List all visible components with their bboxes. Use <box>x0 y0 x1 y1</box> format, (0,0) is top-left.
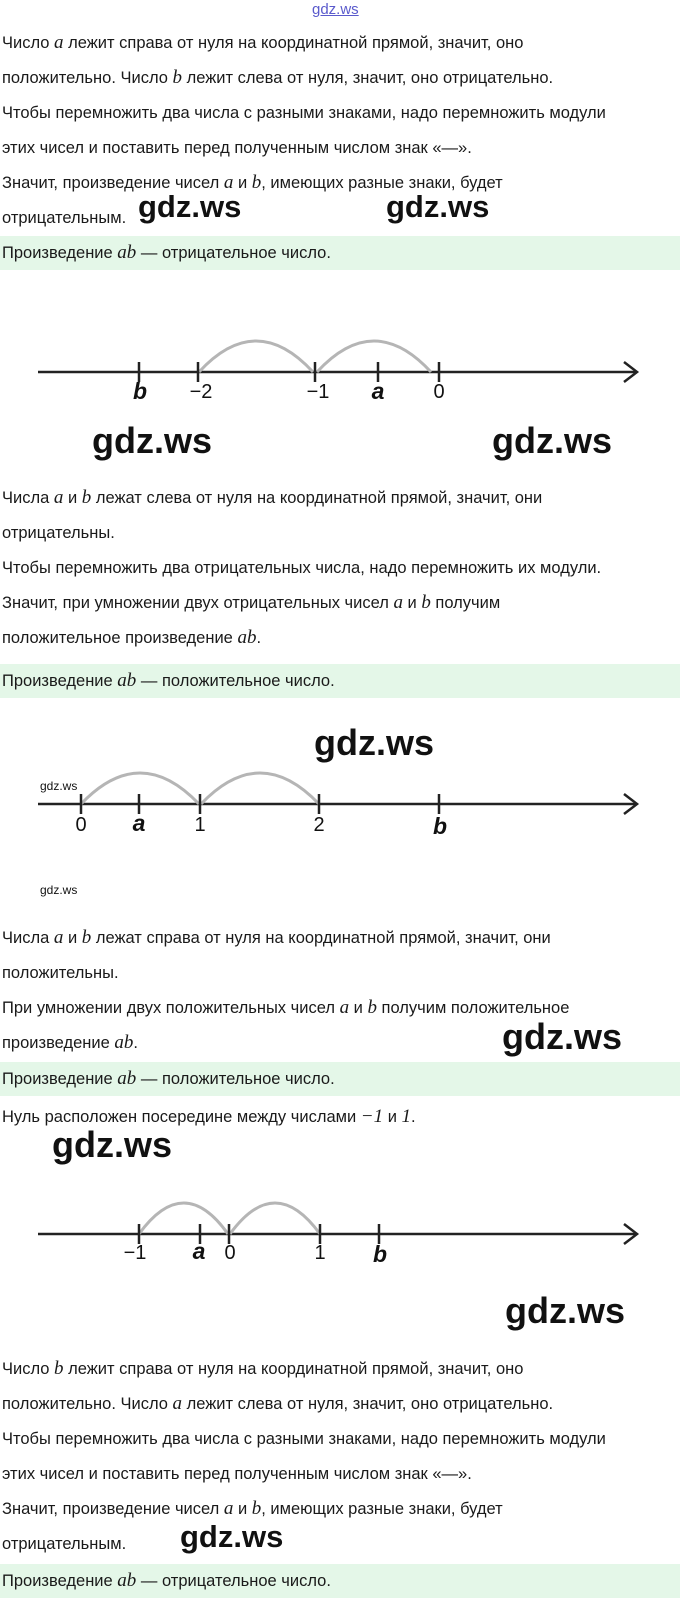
label-2: 2 <box>313 814 325 836</box>
section1-line2: положительно. Число b лежит слева от нуля, значит, оно отрицательно. <box>2 67 554 88</box>
watermark: gdz.ws <box>180 1519 284 1554</box>
section2-conclusion-box <box>0 664 680 698</box>
section5-conclusion: Произведение ab — отрицательное число. <box>2 1570 331 1591</box>
section5-line4: этих чисел и поставить перед полученным числом знак «—». <box>2 1465 472 1483</box>
section5-line3: Чтобы перемножить два числа с разными знаками, надо перемножить модули <box>2 1430 606 1448</box>
section1-conclusion-box <box>0 236 680 270</box>
unit-arc <box>201 773 319 804</box>
section2-line2: отрицательны. <box>2 524 115 542</box>
section3-conclusion: Произведение ab — положительное число. <box>2 1068 335 1089</box>
section1-line1: Число a лежит справа от нуля на координатной прямой, значит, оно <box>2 32 524 53</box>
label-a: a <box>371 378 385 404</box>
label-b: b <box>432 813 448 839</box>
watermark: gdz.ws <box>138 189 242 224</box>
section1-conclusion: Произведение ab — отрицательное число. <box>2 242 331 263</box>
watermark: gdz.ws <box>386 189 490 224</box>
section5-line6: отрицательным. <box>2 1535 127 1553</box>
watermark: gdz.ws <box>502 1016 623 1057</box>
watermark: gdz.ws <box>505 1290 626 1331</box>
section2-line3: Чтобы перемножить два отрицательных числа, надо перемножить их модули. <box>2 559 602 577</box>
section2-line4: Значит, при умножении двух отрицательных чисел a и b получим <box>2 592 501 613</box>
label-0: 0 <box>224 1242 236 1264</box>
label-a: a <box>192 1238 206 1264</box>
section2-line1: Числа a и b лежат слева от нуля на координатной прямой, значит, они <box>2 487 543 508</box>
number-line-2 <box>0 750 680 850</box>
section3-line1: Числа a и b лежат справа от нуля на координатной прямой, значит, они <box>2 927 551 948</box>
unit-arc <box>230 1203 320 1234</box>
label-1: 1 <box>314 1242 326 1264</box>
section1-line3: Чтобы перемножить два числа с разными знаками, надо перемножить модули <box>2 104 606 122</box>
section3-line2: положительны. <box>2 964 119 982</box>
section5-line2: положительно. Число a лежит слева от нуля, значит, оно отрицательно. <box>2 1393 554 1414</box>
section5-conclusion-box <box>0 1564 680 1598</box>
watermark: gdz.ws <box>314 722 435 763</box>
watermark: gdz.ws <box>40 779 78 793</box>
section3-line4: произведение ab. <box>2 1032 138 1053</box>
section2-line5: положительное произведение ab. <box>2 627 262 648</box>
number-line-3 <box>0 1180 680 1280</box>
section1-line4: этих чисел и поставить перед полученным числом знак «—». <box>2 139 472 157</box>
label-b: b <box>132 378 148 404</box>
watermark: gdz.ws <box>40 883 78 897</box>
section3-conclusion-box <box>0 1062 680 1096</box>
number-line-1 <box>0 318 680 418</box>
label-b: b <box>372 1241 388 1267</box>
section4-line1: Нуль расположен посередине между числами −1 и 1. <box>2 1106 416 1127</box>
section5-line5: Значит, произведение чисел a и b, имеющих разные знаки, будет <box>2 1498 503 1519</box>
label-minus-1: −1 <box>306 381 330 403</box>
label-a: a <box>132 810 146 836</box>
label-1: 1 <box>194 814 206 836</box>
section2-conclusion: Произведение ab — положительное число. <box>2 670 335 691</box>
unit-arc <box>199 341 313 372</box>
label-0: 0 <box>75 814 87 836</box>
unit-arc <box>139 1203 228 1234</box>
label-minus-1: −1 <box>123 1242 147 1264</box>
watermark: gdz.ws <box>92 420 213 461</box>
watermark: gdz.ws <box>492 420 613 461</box>
section3-line3: При умножении двух положительных чисел a и b получим положительное <box>2 997 570 1018</box>
section5-line1: Число b лежит справа от нуля на координатной прямой, значит, оно <box>2 1358 524 1379</box>
section1-line5: Значит, произведение чисел a и b, имеющих разные знаки, будет <box>2 172 503 193</box>
section1-line6: отрицательным. <box>2 209 127 227</box>
label-minus-2: −2 <box>189 381 213 403</box>
watermark-top: gdz.ws <box>312 1 359 18</box>
unit-arc <box>317 341 431 372</box>
label-0: 0 <box>433 381 445 403</box>
watermark: gdz.ws <box>52 1124 173 1165</box>
